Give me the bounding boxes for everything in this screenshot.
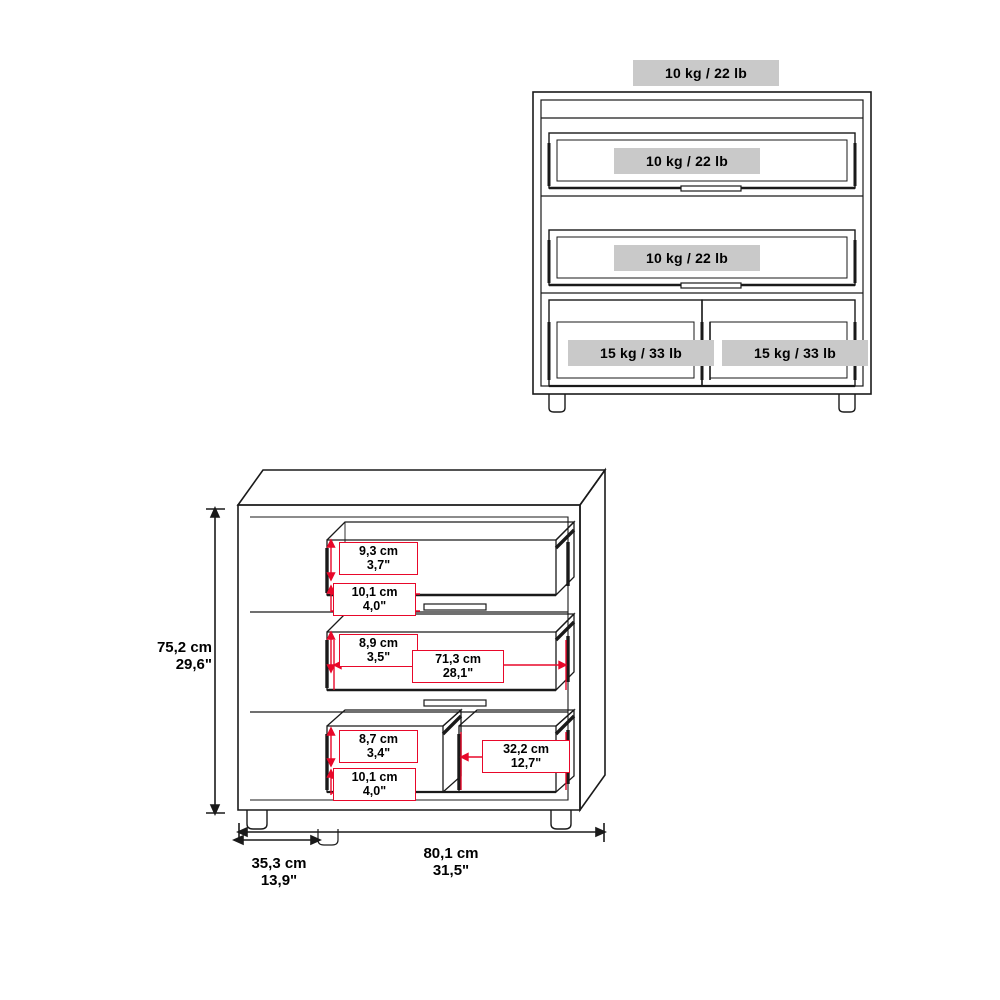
dimension-value-inch: 3,5" [366, 649, 391, 664]
dimension-value-inch: 13,9" [260, 872, 298, 890]
dimension-overall-height [142, 639, 212, 674]
dimension-overall-width [388, 845, 514, 880]
dimension-drawer-2-width [412, 650, 504, 683]
dimension-value-cm: 10,1 cm [351, 585, 398, 600]
dimension-value-inch: 29,6" [175, 656, 212, 674]
dimension-drawer-1-height [339, 542, 418, 575]
dimension-drawer-1-depth [333, 583, 416, 616]
dimension-value-cm: 75,2 cm [156, 639, 212, 656]
dimension-value-cm: 71,3 cm [435, 652, 481, 667]
dimension-value-cm: 10,1 cm [351, 770, 398, 785]
dimension-value-cm: 8,9 cm [359, 636, 398, 651]
dimension-value-cm: 80,1 cm [423, 845, 479, 862]
dimension-value-cm: 9,3 cm [359, 544, 398, 559]
dimension-drawer-2-height [339, 634, 418, 667]
dimension-value-inch: 12,7" [510, 755, 542, 770]
dimension-value-inch: 4,0" [362, 598, 387, 613]
capacity-label-drawer-1: 10 kg / 22 lb [614, 148, 760, 174]
capacity-label-top-surface: 10 kg / 22 lb [633, 60, 779, 86]
capacity-label-cabinet-right: 15 kg / 33 lb [722, 340, 868, 366]
dimension-value-inch: 28,1" [442, 665, 474, 680]
dimension-value-inch: 31,5" [432, 862, 470, 880]
dimension-value-inch: 4,0" [362, 783, 387, 798]
dimension-value-cm: 35,3 cm [251, 855, 307, 872]
dimension-cabinet-width [482, 740, 570, 773]
dimension-value-inch: 3,7" [366, 557, 391, 572]
dimension-cabinet-depth [333, 768, 416, 801]
dimension-value-cm: 32,2 cm [503, 742, 549, 757]
capacity-label-cabinet-left: 15 kg / 33 lb [568, 340, 714, 366]
capacity-label-drawer-2: 10 kg / 22 lb [614, 245, 760, 271]
dimension-value-cm: 8,7 cm [359, 732, 398, 747]
dimension-value-inch: 3,4" [366, 745, 391, 760]
dimension-overall-depth [216, 855, 342, 890]
dimension-cabinet-height [339, 730, 418, 763]
